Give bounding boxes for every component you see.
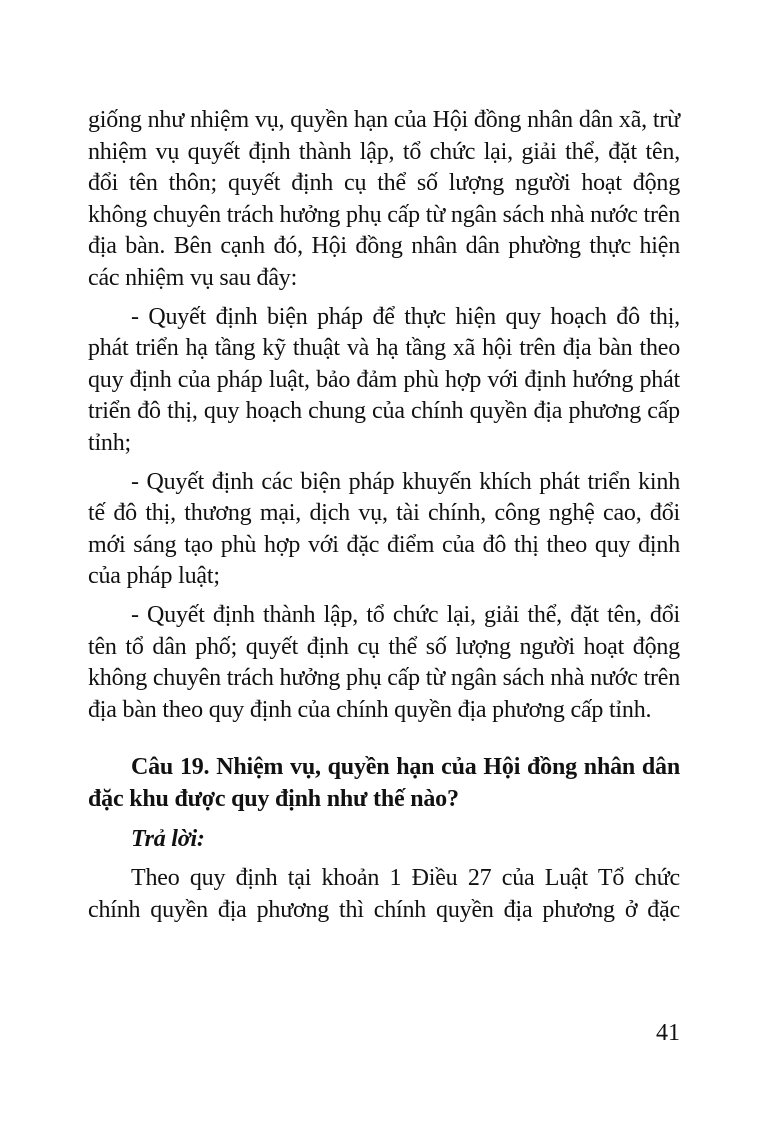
answer-label: Trả lời: <box>131 826 205 853</box>
list-item: - Quyết định biện pháp để thực hiện quy hoạch đô thị, phát triển hạ tầng kỹ thuật và hạ tầng xã hội trên địa bàn theo quy định của pháp luật, bảo đảm phù hợp với định hướng phát triển đô thị, quy hoạch chung của chính quyền địa phương cấp tỉnh; <box>88 303 680 456</box>
list-item: - Quyết định các biện pháp khuyến khích phát triển kinh tế đô thị, thương mại, dịch vụ, tài chính, công nghệ cao, đổi mới sáng tạo phù hợp với đặc điểm của đô thị theo quy định của pháp luật; <box>88 468 680 590</box>
question-heading: Câu 19. Nhiệm vụ, quyền hạn của Hội đồng nhân dân đặc khu được quy định như thế nào? <box>88 754 680 812</box>
body-paragraph: giống như nhiệm vụ, quyền hạn của Hội đồng nhân dân xã, trừ nhiệm vụ quyết định thành lập, tổ chức lại, giải thể, đặt tên, đổi tên thôn; quyết định cụ thể số lượng người hoạt động không chuyên trách hưởng phụ cấp từ ngân sách nhà nước trên địa bàn. Bên cạnh đó, Hội đồng nhân dân phường thực hiện các nhiệm vụ sau đây: <box>88 107 680 291</box>
page-number: 41 <box>656 1020 680 1046</box>
list-item: - Quyết định thành lập, tổ chức lại, giải thể, đặt tên, đổi tên tổ dân phố; quyết định cụ thể số lượng người hoạt động không chuyên trách hưởng phụ cấp từ ngân sách nhà nước trên địa bàn theo quy định của chính quyền địa phương cấp tỉnh. <box>88 601 680 723</box>
page-body <box>88 105 680 926</box>
answer-paragraph: Theo quy định tại khoản 1 Điều 27 của Luật Tổ chức chính quyền địa phương thì chính quyền địa phương ở đặc <box>88 865 680 923</box>
